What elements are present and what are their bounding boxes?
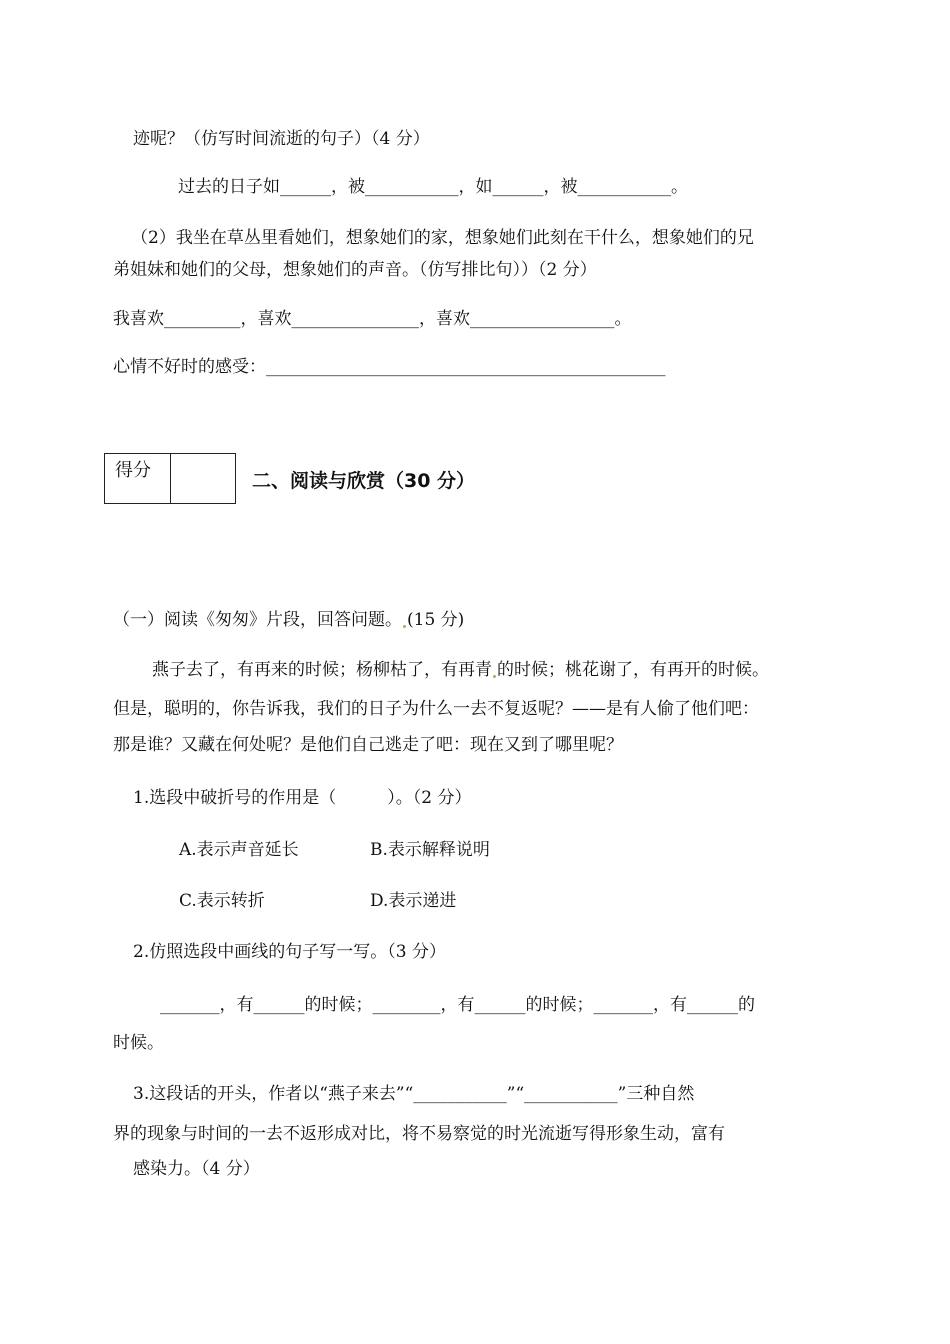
reading-intro-score: (15 分) bbox=[407, 610, 465, 630]
option-a: A.表示声音延长 bbox=[179, 840, 299, 860]
score-box bbox=[104, 453, 236, 504]
option-d: D.表示递进 bbox=[370, 891, 457, 911]
passage-text: 燕子去了，有再来的时候；杨柳枯了，有再青 bbox=[152, 660, 492, 680]
text-line: 界的现象与时间的一去不返形成对比，将不易察觉的时光流逝写得形象生动，富有 bbox=[113, 1124, 725, 1144]
reading-intro bbox=[113, 608, 464, 632]
fill-blank-line: _______，有______的时候；________，有______的时候；_______，有______的 bbox=[160, 995, 755, 1015]
mark-dot bbox=[493, 675, 496, 678]
fill-blank-line: 过去的日子如______，被___________，如______，被___________。 bbox=[178, 177, 688, 197]
text-line: 时候。 bbox=[113, 1033, 164, 1053]
text-line: 感染力。（4 分） bbox=[133, 1159, 260, 1179]
question-3: 3.这段话的开头，作者以“燕子来去”“___________”“___________”三种自然 bbox=[133, 1084, 695, 1104]
text-line: 迹呢？（仿写时间流逝的句子）（4 分） bbox=[133, 129, 430, 149]
score-label: 得分 bbox=[105, 454, 171, 503]
text-line: 弟姐妹和她们的父母，想象她们的声音。（仿写排比句））（2 分） bbox=[113, 260, 597, 280]
passage-line bbox=[152, 658, 769, 682]
score-value bbox=[171, 454, 235, 503]
reading-intro-text: （一）阅读《匆匆》片段，回答问题。 bbox=[113, 610, 402, 630]
passage-line: 但是，聪明的，你告诉我，我们的日子为什么一去不复返呢？——是有人偷了他们吧： bbox=[113, 699, 759, 719]
text-line: （2）我坐在草丛里看她们，想象她们的家，想象她们此刻在干什么，想象她们的兄 bbox=[131, 228, 754, 248]
question-2: 2.仿照选段中画线的句子写一写。（3 分） bbox=[133, 942, 446, 962]
passage-line: 那是谁？又藏在何处呢？是他们自己逃走了吧：现在又到了哪里呢？ bbox=[113, 735, 623, 755]
fill-blank-line: 我喜欢_________，喜欢_______________，喜欢_________________。 bbox=[113, 309, 632, 329]
fill-blank-line: 心情不好时的感受：_______________________________________________ bbox=[113, 357, 666, 377]
option-b: B.表示解释说明 bbox=[370, 840, 490, 860]
mark-dot bbox=[403, 625, 406, 628]
option-c: C.表示转折 bbox=[179, 891, 265, 911]
section-heading: 二、阅读与欣赏（30 分） bbox=[252, 470, 476, 492]
passage-text: 的时候；桃花谢了，有再开的时候。 bbox=[497, 660, 769, 680]
question-1: 1.选段中破折号的作用是（ ）。（2 分） bbox=[133, 788, 472, 808]
